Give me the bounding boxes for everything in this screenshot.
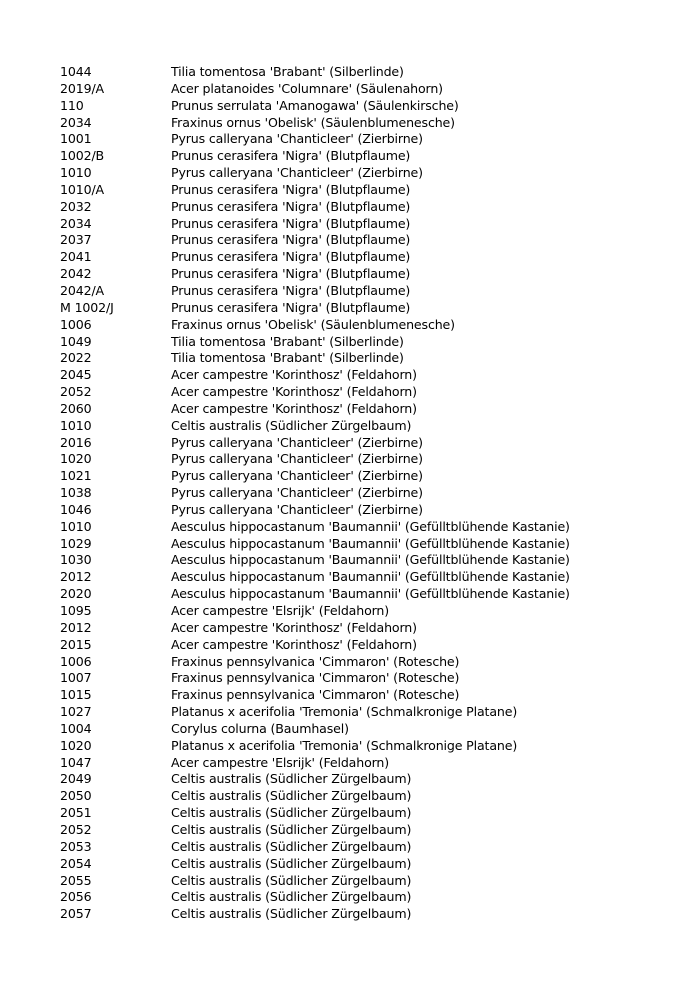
tree-species: Celtis australis (Südlicher Zürgelbaum)	[171, 788, 412, 804]
tree-species: Prunus cerasifera 'Nigra' (Blutpflaume)	[171, 232, 411, 248]
tree-number: 2042/A	[60, 282, 105, 298]
tree-species: Celtis australis (Südlicher Zürgelbaum)	[171, 771, 412, 787]
tree-species: Pyrus calleryana 'Chanticleer' (Zierbirne)	[171, 468, 423, 484]
tree-number: 2015	[60, 636, 92, 652]
tree-number: 2012	[60, 569, 92, 585]
tree-row	[60, 300, 680, 317]
tree-row	[60, 536, 680, 553]
tree-species: Prunus cerasifera 'Nigra' (Blutpflaume)	[171, 181, 411, 197]
tree-species: Platanus x acerifolia 'Tremonia' (Schmalkronige Platane)	[171, 737, 518, 753]
tree-number: 2051	[60, 805, 92, 821]
tree-number: 2041	[60, 249, 92, 265]
tree-row	[60, 451, 680, 468]
tree-species: Celtis australis (Südlicher Zürgelbaum)	[171, 417, 412, 433]
tree-row	[60, 131, 680, 148]
tree-species: Platanus x acerifolia 'Tremonia' (Schmalkronige Platane)	[171, 704, 518, 720]
tree-species: Fraxinus pennsylvanica 'Cimmaron' (Rotesche)	[171, 670, 460, 686]
tree-number: 1004	[60, 720, 92, 736]
tree-number: 2042	[60, 266, 92, 282]
tree-species: Celtis australis (Südlicher Zürgelbaum)	[171, 821, 412, 837]
tree-number: 1029	[60, 535, 92, 551]
tree-row	[60, 283, 680, 300]
tree-number: 2032	[60, 198, 92, 214]
tree-number: 2054	[60, 855, 92, 871]
tree-species: Aesculus hippocastanum 'Baumannii' (Gefülltblühende Kastanie)	[171, 552, 570, 568]
tree-species: Fraxinus ornus 'Obelisk' (Säulenblumenesche)	[171, 114, 455, 130]
tree-number: 1047	[60, 754, 92, 770]
tree-number: 1044	[60, 64, 92, 79]
tree-number: 1002/B	[60, 148, 105, 164]
tree-row	[60, 637, 680, 654]
tree-row	[60, 906, 680, 923]
tree-number: 1001	[60, 131, 92, 147]
tree-row	[60, 805, 680, 822]
tree-species: Aesculus hippocastanum 'Baumannii' (Gefülltblühende Kastanie)	[171, 518, 570, 534]
tree-list	[60, 64, 680, 923]
tree-number: 2045	[60, 367, 92, 383]
tree-species: Acer campestre 'Korinthosz' (Feldahorn)	[171, 619, 417, 635]
tree-number: 1007	[60, 670, 92, 686]
tree-row	[60, 586, 680, 603]
tree-number: 2016	[60, 434, 92, 450]
tree-species: Pyrus calleryana 'Chanticleer' (Zierbirne)	[171, 434, 423, 450]
tree-species: Acer campestre 'Elsrijk' (Feldahorn)	[171, 603, 390, 618]
tree-number: 2020	[60, 586, 92, 602]
tree-row	[60, 569, 680, 586]
tree-species: Prunus cerasifera 'Nigra' (Blutpflaume)	[171, 215, 411, 231]
tree-species: Prunus cerasifera 'Nigra' (Blutpflaume)	[171, 249, 411, 265]
tree-number: 2034	[60, 114, 92, 130]
tree-row	[60, 418, 680, 435]
tree-number: 2019/A	[60, 80, 105, 96]
tree-species: Fraxinus pennsylvanica 'Cimmaron' (Rotesche)	[171, 687, 460, 703]
tree-row	[60, 519, 680, 536]
tree-species: Prunus cerasifera 'Nigra' (Blutpflaume)	[171, 299, 411, 315]
tree-species: Acer campestre 'Korinthosz' (Feldahorn)	[171, 367, 417, 383]
tree-row	[60, 856, 680, 873]
tree-species: Acer campestre 'Korinthosz' (Feldahorn)	[171, 384, 417, 400]
tree-species: Prunus cerasifera 'Nigra' (Blutpflaume)	[171, 266, 411, 282]
tree-number: 1038	[60, 485, 92, 501]
tree-row	[60, 182, 680, 199]
tree-row	[60, 350, 680, 367]
tree-number: 1015	[60, 687, 92, 703]
tree-number: 110	[60, 97, 84, 113]
tree-species: Tilia tomentosa 'Brabant' (Silberlinde)	[171, 333, 404, 349]
tree-number: 2022	[60, 350, 92, 366]
tree-species: Pyrus calleryana 'Chanticleer' (Zierbirne)	[171, 131, 423, 147]
tree-species: Celtis australis (Südlicher Zürgelbaum)	[171, 838, 412, 854]
tree-row	[60, 738, 680, 755]
tree-row	[60, 704, 680, 721]
tree-species: Pyrus calleryana 'Chanticleer' (Zierbirne)	[171, 451, 423, 467]
tree-row	[60, 435, 680, 452]
tree-row	[60, 148, 680, 165]
tree-species: Pyrus calleryana 'Chanticleer' (Zierbirne)	[171, 485, 423, 501]
tree-row	[60, 165, 680, 182]
tree-row	[60, 788, 680, 805]
tree-species: Acer campestre 'Elsrijk' (Feldahorn)	[171, 754, 390, 770]
tree-number: 1006	[60, 653, 92, 669]
tree-number: M 1002/J	[60, 299, 114, 315]
tree-row	[60, 199, 680, 216]
tree-species: Aesculus hippocastanum 'Baumannii' (Gefülltblühende Kastanie)	[171, 586, 570, 602]
tree-number: 2057	[60, 906, 92, 922]
tree-number: 1021	[60, 468, 92, 484]
tree-number: 2052	[60, 384, 92, 400]
tree-row	[60, 620, 680, 637]
tree-row	[60, 64, 680, 81]
tree-row	[60, 822, 680, 839]
tree-species: Prunus cerasifera 'Nigra' (Blutpflaume)	[171, 198, 411, 214]
tree-row	[60, 367, 680, 384]
tree-row	[60, 232, 680, 249]
tree-row	[60, 670, 680, 687]
tree-row	[60, 552, 680, 569]
tree-species: Pyrus calleryana 'Chanticleer' (Zierbirne)	[171, 501, 423, 517]
tree-species: Fraxinus pennsylvanica 'Cimmaron' (Rotesche)	[171, 653, 460, 669]
tree-number: 1027	[60, 704, 92, 720]
tree-species: Celtis australis (Südlicher Zürgelbaum)	[171, 855, 412, 871]
tree-number: 2012	[60, 619, 92, 635]
tree-species: Celtis australis (Südlicher Zürgelbaum)	[171, 805, 412, 821]
tree-species: Acer campestre 'Korinthosz' (Feldahorn)	[171, 636, 417, 652]
tree-row	[60, 81, 680, 98]
tree-species: Prunus serrulata 'Amanogawa' (Säulenkirsche)	[171, 97, 459, 113]
tree-species: Tilia tomentosa 'Brabant' (Silberlinde)	[171, 64, 404, 79]
tree-number: 1046	[60, 501, 92, 517]
tree-number: 1049	[60, 333, 92, 349]
tree-row	[60, 755, 680, 772]
tree-row	[60, 721, 680, 738]
tree-species: Aesculus hippocastanum 'Baumannii' (Gefülltblühende Kastanie)	[171, 535, 570, 551]
tree-row	[60, 249, 680, 266]
tree-number: 2034	[60, 215, 92, 231]
tree-number: 1010	[60, 417, 92, 433]
tree-row	[60, 873, 680, 890]
tree-species: Prunus cerasifera 'Nigra' (Blutpflaume)	[171, 282, 411, 298]
tree-row	[60, 401, 680, 418]
tree-row	[60, 98, 680, 115]
tree-row	[60, 889, 680, 906]
tree-species: Acer campestre 'Korinthosz' (Feldahorn)	[171, 400, 417, 416]
tree-row	[60, 687, 680, 704]
tree-row	[60, 216, 680, 233]
tree-number: 1095	[60, 603, 92, 618]
tree-row	[60, 317, 680, 334]
tree-number: 1030	[60, 552, 92, 568]
tree-row	[60, 839, 680, 856]
tree-species: Celtis australis (Südlicher Zürgelbaum)	[171, 906, 412, 922]
tree-row	[60, 485, 680, 502]
tree-row	[60, 115, 680, 132]
tree-row	[60, 603, 680, 620]
tree-row	[60, 468, 680, 485]
tree-row	[60, 266, 680, 283]
tree-number: 2052	[60, 821, 92, 837]
tree-species: Aesculus hippocastanum 'Baumannii' (Gefülltblühende Kastanie)	[171, 569, 570, 585]
tree-number: 1010	[60, 518, 92, 534]
tree-number: 2056	[60, 889, 92, 905]
tree-species: Pyrus calleryana 'Chanticleer' (Zierbirne)	[171, 165, 423, 181]
tree-species: Corylus colurna (Baumhasel)	[171, 720, 349, 736]
tree-species: Acer platanoides 'Columnare' (Säulenahorn)	[171, 80, 443, 96]
tree-species: Celtis australis (Südlicher Zürgelbaum)	[171, 889, 412, 905]
tree-species: Tilia tomentosa 'Brabant' (Silberlinde)	[171, 350, 404, 366]
tree-species: Celtis australis (Südlicher Zürgelbaum)	[171, 872, 412, 888]
tree-number: 2055	[60, 872, 92, 888]
tree-number: 2049	[60, 771, 92, 787]
tree-number: 2060	[60, 400, 92, 416]
tree-row	[60, 771, 680, 788]
tree-number: 1006	[60, 316, 92, 332]
tree-row	[60, 502, 680, 519]
tree-species: Fraxinus ornus 'Obelisk' (Säulenblumenesche)	[171, 316, 455, 332]
tree-number: 1010	[60, 165, 92, 181]
tree-number: 1020	[60, 451, 92, 467]
tree-row	[60, 384, 680, 401]
tree-number: 2050	[60, 788, 92, 804]
tree-row	[60, 654, 680, 671]
tree-number: 2053	[60, 838, 92, 854]
tree-number: 2037	[60, 232, 92, 248]
tree-species: Prunus cerasifera 'Nigra' (Blutpflaume)	[171, 148, 411, 164]
tree-row	[60, 334, 680, 351]
tree-number: 1010/A	[60, 181, 105, 197]
tree-number: 1020	[60, 737, 92, 753]
